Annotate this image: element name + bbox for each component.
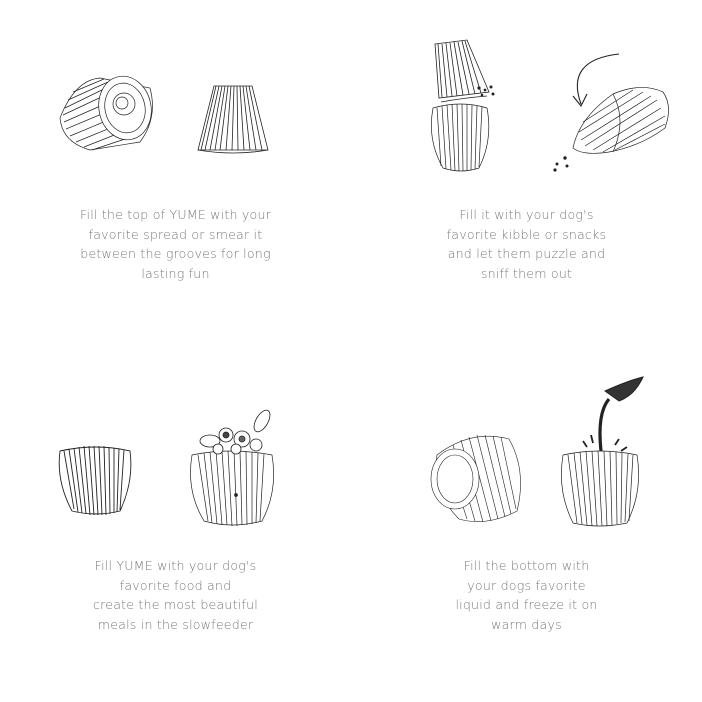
step-caption	[30, 556, 321, 634]
caption-line: between the grooves for long	[80, 246, 271, 262]
caption-line: favorite food and	[119, 577, 232, 593]
yume-upright	[561, 451, 638, 526]
caption-line: Fill it with your dog's	[459, 207, 594, 222]
step-panel-food	[0, 351, 351, 702]
bowl-empty	[59, 446, 131, 515]
caption-line: favorite kibble or snacks	[446, 226, 607, 242]
caption-line: create the most beautiful	[93, 597, 258, 613]
bowl-base	[431, 104, 488, 171]
liquid-pour	[577, 377, 643, 455]
step-panel-kibble	[351, 0, 702, 351]
food-illustration	[0, 351, 351, 551]
caption-line: lasting fun	[141, 265, 210, 281]
caption-line: Fill the top of YUME with your	[79, 207, 272, 222]
cone-top-upright	[198, 86, 268, 153]
caption-line: warm days	[491, 616, 562, 632]
step-panel-liquid	[351, 351, 702, 702]
step-panel-spread	[0, 0, 351, 351]
caption-line: Fill YUME with your dog's	[94, 558, 257, 573]
kibble-falling	[553, 156, 568, 171]
caption-line: favorite spread or smear it	[88, 226, 263, 242]
liquid-illustration	[351, 351, 702, 551]
cone-lid	[435, 40, 489, 102]
caption-line: sniff them out	[480, 265, 573, 281]
yume-bottom-tilted	[431, 435, 521, 522]
food-pile	[200, 408, 273, 454]
caption-line: meals in the slowfeeder	[97, 616, 254, 632]
caption-line: and let them puzzle and	[447, 246, 606, 262]
cone-top-tilted	[60, 71, 157, 150]
kibble-illustration	[351, 0, 702, 200]
step-caption	[381, 205, 672, 283]
caption-line: Fill the bottom with	[463, 558, 590, 573]
step-caption	[381, 556, 672, 634]
spread-illustration	[0, 0, 351, 200]
step-caption	[30, 205, 321, 283]
caption-line: liquid and freeze it on	[455, 597, 598, 613]
bowl-filled	[191, 451, 274, 526]
yume-tilted	[573, 87, 669, 153]
caption-line: your dogs favorite	[467, 577, 586, 593]
